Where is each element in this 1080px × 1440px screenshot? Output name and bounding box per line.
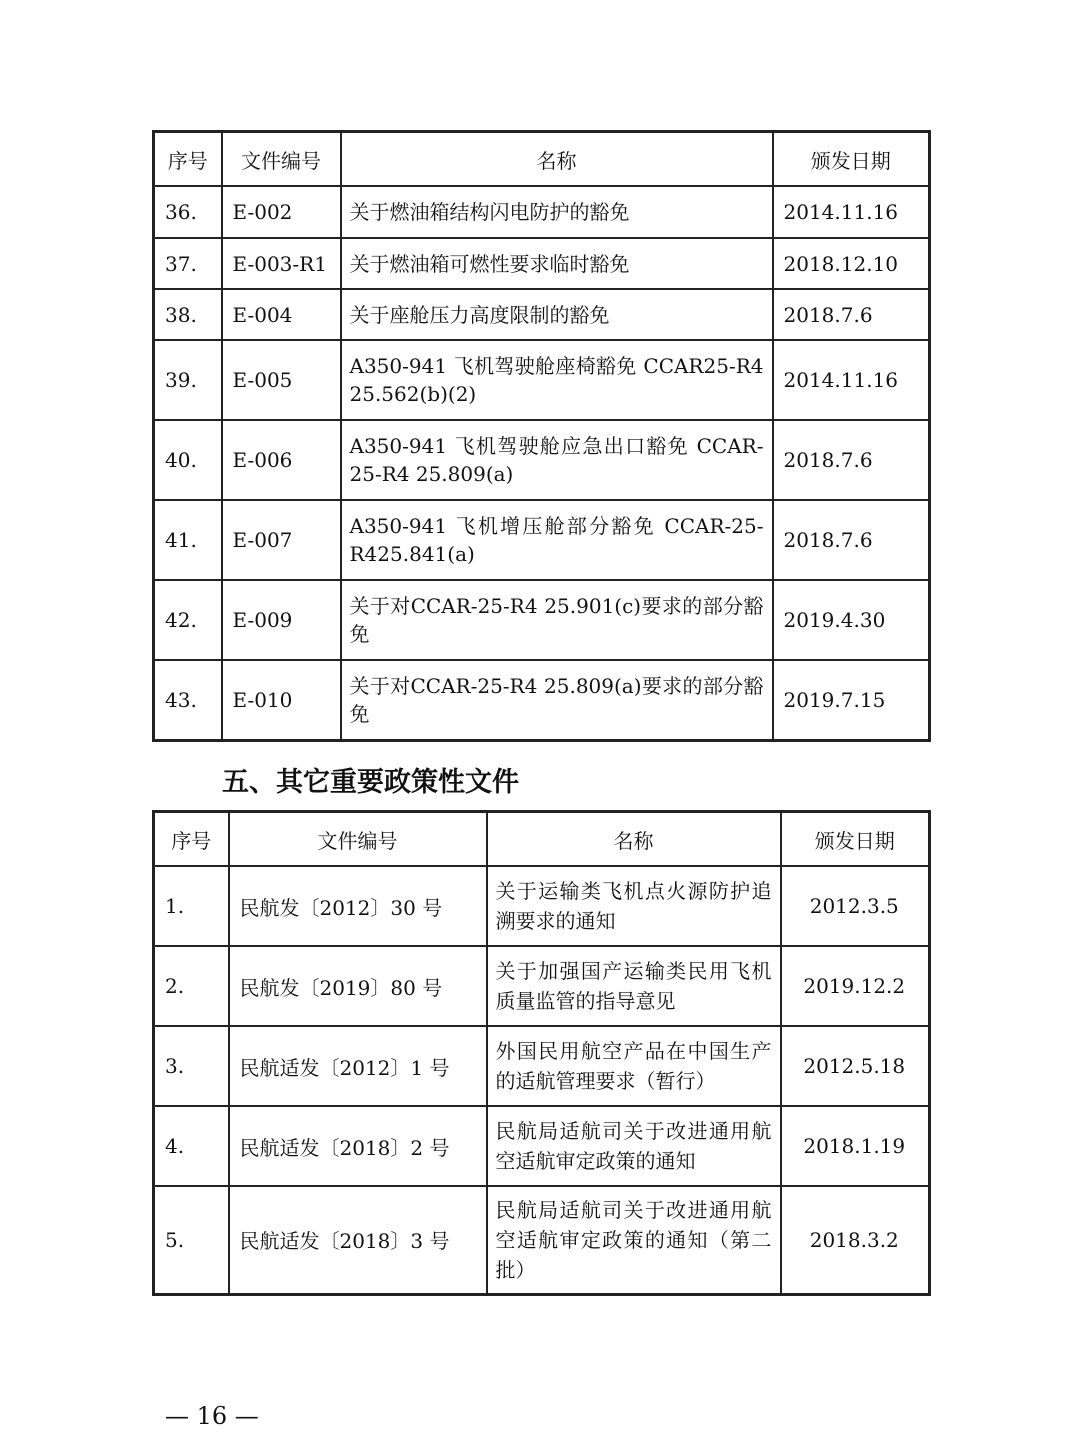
row-name: A350-941 飞机驾驶舱应急出口豁免 CCAR-25-R4 25.809(a) bbox=[341, 420, 773, 500]
row-date: 2019.12.2 bbox=[781, 946, 930, 1026]
header-date: 颁发日期 bbox=[773, 132, 930, 187]
table-row bbox=[154, 1106, 930, 1186]
row-date: 2012.5.18 bbox=[781, 1026, 930, 1106]
row-date: 2018.3.2 bbox=[781, 1186, 930, 1294]
row-no: 4. bbox=[154, 1106, 229, 1186]
row-date: 2019.4.30 bbox=[773, 580, 930, 660]
table-row bbox=[154, 1026, 930, 1106]
row-code: 民航适发〔2018〕2 号 bbox=[229, 1106, 487, 1186]
row-date: 2019.7.15 bbox=[773, 660, 930, 740]
header-no: 序号 bbox=[154, 132, 222, 187]
row-date: 2014.11.16 bbox=[773, 340, 930, 420]
row-code: 民航发〔2012〕30 号 bbox=[229, 866, 487, 946]
row-code: E-004 bbox=[222, 289, 341, 340]
section-title: 五、其它重要政策性文件 bbox=[222, 767, 519, 798]
row-date: 2018.7.6 bbox=[773, 420, 930, 500]
row-no: 42. bbox=[154, 580, 222, 660]
row-code: 民航适发〔2018〕3 号 bbox=[229, 1186, 487, 1294]
row-code: E-003-R1 bbox=[222, 238, 341, 289]
table-row bbox=[154, 238, 930, 289]
row-code: E-006 bbox=[222, 420, 341, 500]
header-code: 文件编号 bbox=[222, 132, 341, 187]
table-row bbox=[154, 660, 930, 740]
row-no: 43. bbox=[154, 660, 222, 740]
row-no: 37. bbox=[154, 238, 222, 289]
row-no: 41. bbox=[154, 500, 222, 580]
row-code: E-009 bbox=[222, 580, 341, 660]
row-code: 民航发〔2019〕80 号 bbox=[229, 946, 487, 1026]
table-row bbox=[154, 186, 930, 238]
row-name: 关于座舱压力高度限制的豁免 bbox=[341, 289, 773, 340]
policy-documents-table bbox=[152, 810, 931, 1296]
row-date: 2014.11.16 bbox=[773, 186, 930, 238]
table-row bbox=[154, 946, 930, 1026]
row-date: 2018.7.6 bbox=[773, 289, 930, 340]
table-row bbox=[154, 866, 930, 946]
row-name: 关于加强国产运输类民用飞机质量监管的指导意见 bbox=[487, 946, 781, 1026]
row-date: 2018.1.19 bbox=[781, 1106, 930, 1186]
row-name: 关于燃油箱可燃性要求临时豁免 bbox=[341, 238, 773, 289]
row-no: 2. bbox=[154, 946, 229, 1026]
row-date: 2018.7.6 bbox=[773, 500, 930, 580]
row-code: E-007 bbox=[222, 500, 341, 580]
row-no: 3. bbox=[154, 1026, 229, 1106]
table-header-row bbox=[154, 132, 930, 187]
table-row bbox=[154, 1186, 930, 1294]
exemption-table bbox=[152, 130, 931, 742]
row-date: 2018.12.10 bbox=[773, 238, 930, 289]
page-number: — 16 — bbox=[165, 1402, 259, 1430]
header-name: 名称 bbox=[487, 812, 781, 867]
table-row bbox=[154, 580, 930, 660]
row-no: 40. bbox=[154, 420, 222, 500]
row-name: 外国民用航空产品在中国生产的适航管理要求（暂行） bbox=[487, 1026, 781, 1106]
row-name: A350-941 飞机驾驶舱座椅豁免 CCAR25-R4 25.562(b)(2) bbox=[341, 340, 773, 420]
header-no: 序号 bbox=[154, 812, 229, 867]
row-no: 1. bbox=[154, 866, 229, 946]
row-name: 关于对CCAR-25-R4 25.901(c)要求的部分豁免 bbox=[341, 580, 773, 660]
row-code: E-002 bbox=[222, 186, 341, 238]
table-row bbox=[154, 289, 930, 340]
table-row bbox=[154, 500, 930, 580]
row-no: 39. bbox=[154, 340, 222, 420]
row-no: 38. bbox=[154, 289, 222, 340]
header-name: 名称 bbox=[341, 132, 773, 187]
table-row bbox=[154, 340, 930, 420]
header-code: 文件编号 bbox=[229, 812, 487, 867]
row-name: A350-941 飞机增压舱部分豁免 CCAR-25-R425.841(a) bbox=[341, 500, 773, 580]
row-code: E-005 bbox=[222, 340, 341, 420]
table-row bbox=[154, 420, 930, 500]
row-no: 36. bbox=[154, 186, 222, 238]
row-code: E-010 bbox=[222, 660, 341, 740]
row-name: 民航局适航司关于改进通用航空适航审定政策的通知（第二批） bbox=[487, 1186, 781, 1294]
row-no: 5. bbox=[154, 1186, 229, 1294]
row-name: 关于运输类飞机点火源防护追溯要求的通知 bbox=[487, 866, 781, 946]
header-date: 颁发日期 bbox=[781, 812, 930, 867]
row-name: 关于燃油箱结构闪电防护的豁免 bbox=[341, 186, 773, 238]
row-code: 民航适发〔2012〕1 号 bbox=[229, 1026, 487, 1106]
table-header-row bbox=[154, 812, 930, 867]
row-name: 民航局适航司关于改进通用航空适航审定政策的通知 bbox=[487, 1106, 781, 1186]
row-date: 2012.3.5 bbox=[781, 866, 930, 946]
row-name: 关于对CCAR-25-R4 25.809(a)要求的部分豁免 bbox=[341, 660, 773, 740]
